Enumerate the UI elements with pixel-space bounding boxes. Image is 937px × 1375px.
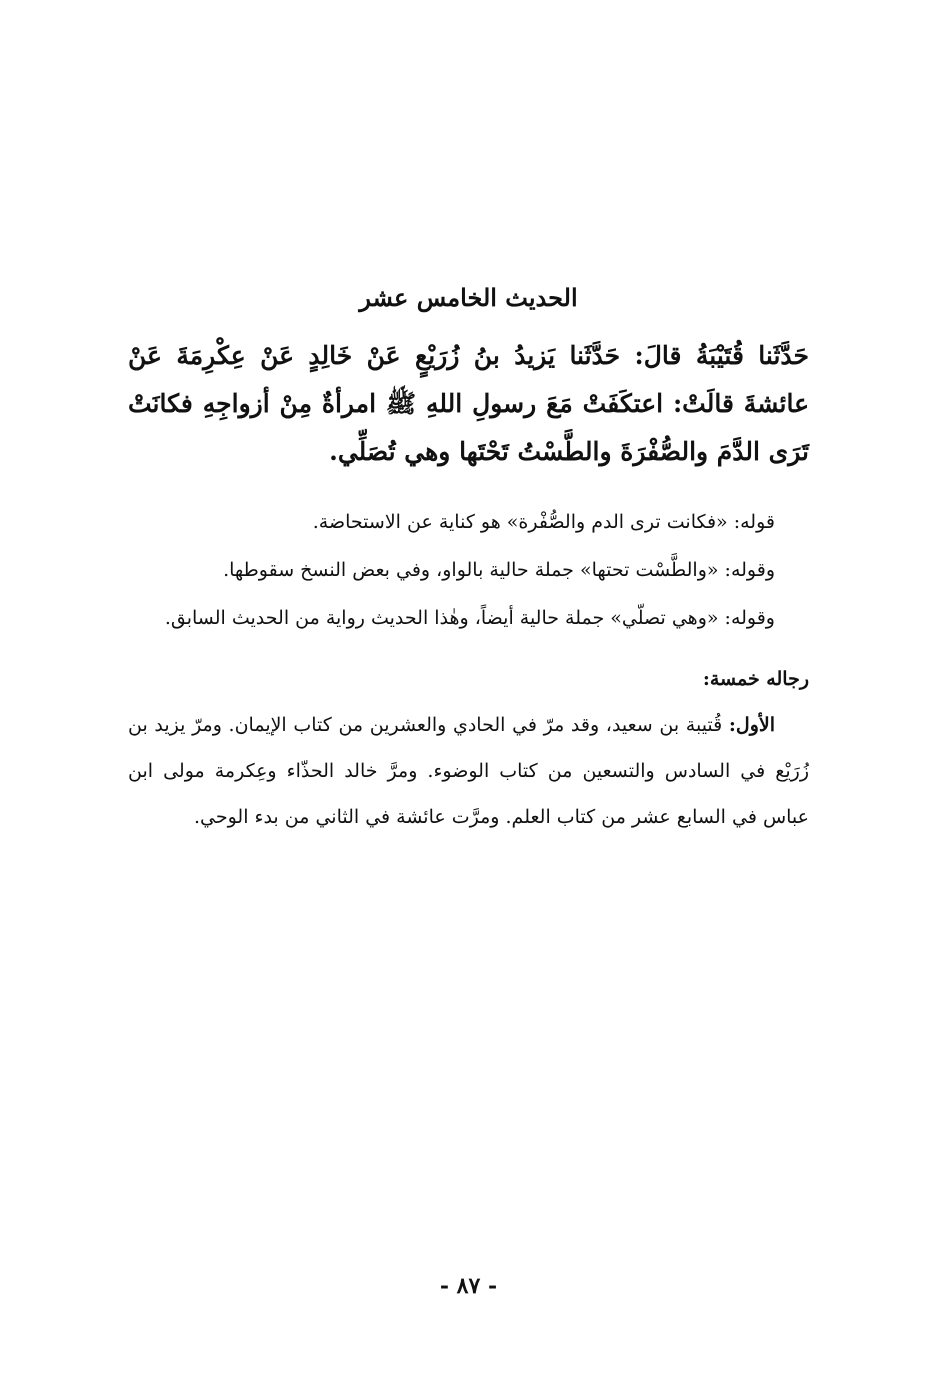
narrators-heading: رجاله خمسة: <box>702 668 809 690</box>
page-number: - ٨٧ - <box>439 1273 498 1299</box>
narrators-text <box>128 702 809 840</box>
hadith-heading: الحديث الخامس عشر <box>359 283 578 312</box>
first-narrator-label: الأول: <box>728 714 776 736</box>
commentary-note-1: قوله: «فكانت ترى الدم والصُّفْرة» هو كناية عن الاستحاضة. <box>312 511 775 533</box>
page-content <box>128 278 809 840</box>
narrators-section <box>128 656 809 840</box>
hadith-text: حَدَّثَنا قُتَيْبَةُ قالَ: حَدَّثَنا يَزيدُ بنُ زُرَيْعٍ عَنْ خَالِدٍ عَنْ عِكْرِمَةَ عَنْ عائشةَ قالَتْ: اعتكَفَتْ مَعَ رسولِ اللهِ ﷺ امرأةٌ مِنْ أزواجِهِ فكانَتْ تَرَى الدَّمَ والصُّفْرَةَ والطَّسْتُ تَحْتَها وهي تُصَلِّي. <box>128 341 809 466</box>
commentary-note-3: وقوله: «وهي تصلّي» جملة حالية أيضاً، وهٰذا الحديث رواية من الحديث السابق. <box>164 607 775 629</box>
narrators-body: قُتيبة بن سعيد، وقد مرّ في الحادي والعشرين من كتاب الإيمان. ومرّ يزيد بن زُرَيْع في السادس والتسعين من كتاب الوضوء. ومرَّ خالد الحذّاء وعِكرمة مولى ابن عباس في السابع عشر من كتاب العلم. ومرَّت عائشة في الثاني من بدء الوحي. <box>128 714 809 828</box>
commentary-note-2: وقوله: «والطَّسْت تحتها» جملة حالية بالواو، وفي بعض النسخ سقوطها. <box>223 559 775 581</box>
commentary <box>128 498 809 642</box>
